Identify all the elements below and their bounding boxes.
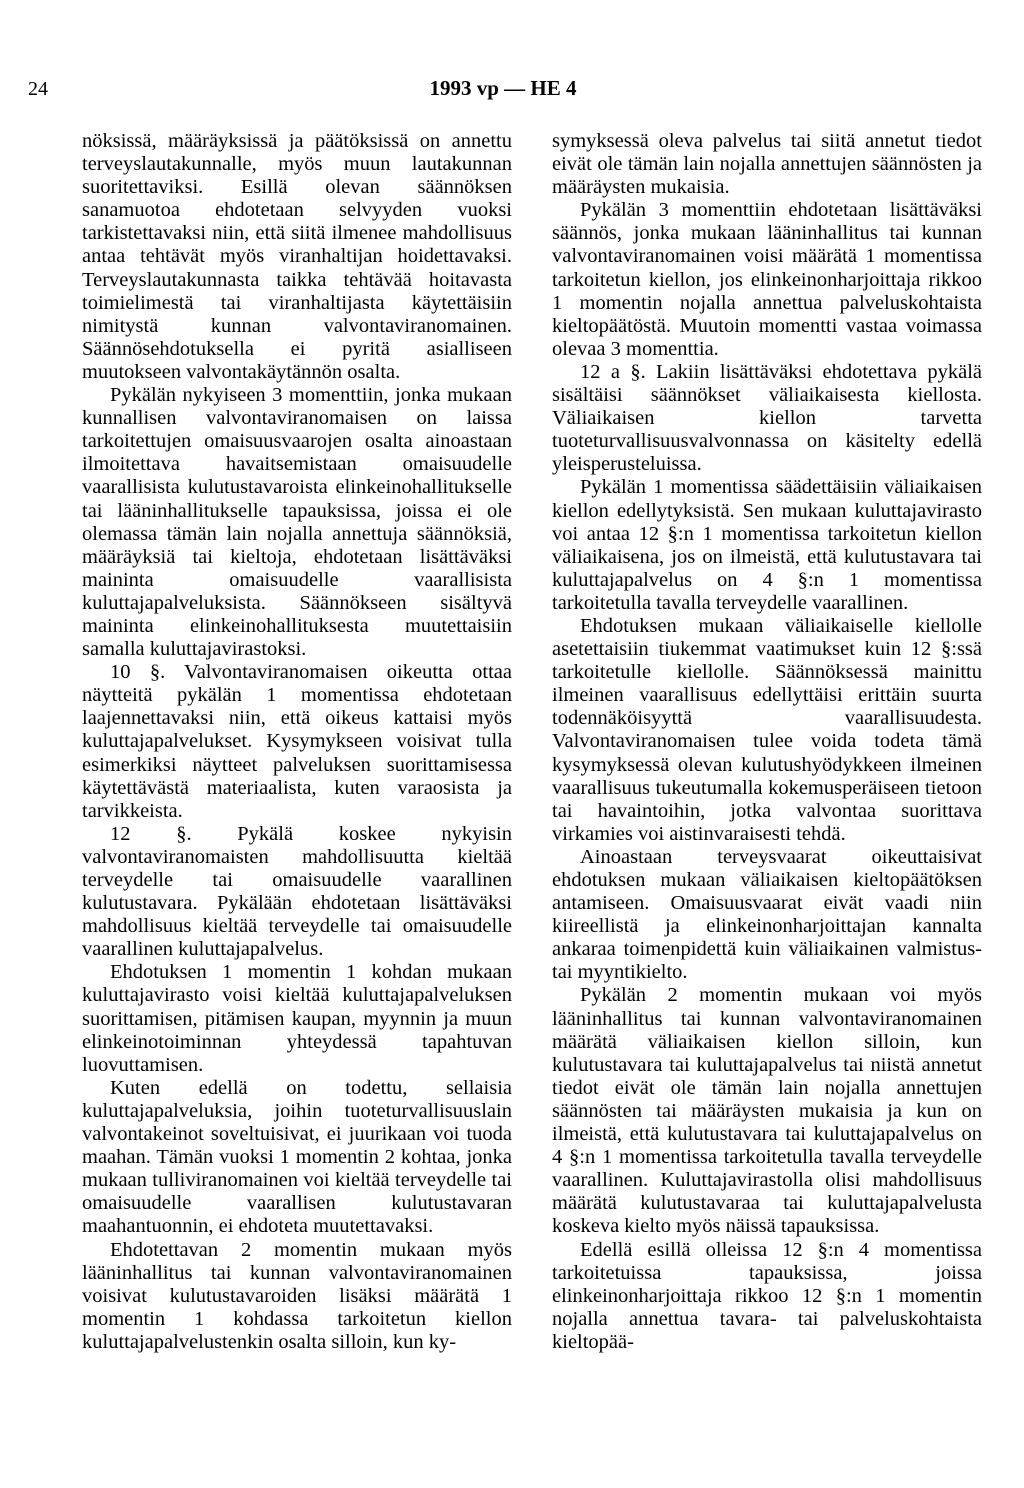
paragraph: 10 §. Valvontaviranomaisen oikeutta ottaa näytteitä pykälän 1 momentissa ehdotetaan laajennettavaksi niin, että oikeus kattaisi myös kuluttajapalvelukset. Kysymykseen voisivat tulla esimerkiksi näytteet palveluksen suorittamisessa käytettävästä materiaalista, kuten varaosista ja tarvikkeista. — [82, 661, 512, 822]
paragraph: 12 §. Pykälä koskee nykyisin valvontaviranomaisten mahdollisuutta kieltää terveydelle tai omaisuudelle vaarallinen kulutustavara. Pykälään ehdotetaan lisättäväksi mahdollisuus kieltää terveydelle tai omaisuudelle vaarallinen kuluttajapalvelus. — [82, 822, 512, 961]
paragraph: Kuten edellä on todettu, sellaisia kuluttajapalveluksia, joihin tuoteturvallisuuslain valvontakeinot soveltuisivat, ei juurikaan voi tuoda maahan. Tämän vuoksi 1 momentin 2 kohtaa, jonka mukaan tulliviranomainen voi kieltää terveydelle tai omaisuudelle vaarallisen kulutustavaran maahantuonnin, ei ehdoteta muutettavaksi. — [82, 1076, 512, 1238]
paragraph: Ehdotettavan 2 momentin mukaan myös lääninhallitus tai kunnan valvontaviranomainen voisivat kulutustavaroiden lisäksi määrätä 1 momentin 1 kohdassa tarkoitetun kiellon kuluttajapalvelustenkin osalta silloin, kun ky- — [82, 1238, 512, 1353]
paragraph: Ehdotuksen 1 momentin 1 kohdan mukaan kuluttajavirasto voisi kieltää kuluttajapalveluksen suorittamisen, pitämisen kaupan, myynnin ja muun elinkeinotoiminnan yhteydessä tapahtuvan luovuttamisen. — [82, 961, 512, 1076]
paragraph: Ehdotuksen mukaan väliaikaiselle kiellolle asetettaisiin tiukemmat vaatimukset kuin 12 §:ssä tarkoitetulle kiellolle. Säännöksessä mainittu ilmeinen vaarallisuus edellyttäisi erittäin suurta todennäköisyyttä vaarallisuudesta. Valvontaviranomaisen tulee voida todeta tämä kysymyksessä olevan kulutushyödykkeen ilmeinen vaarallisuus tukeutumalla kokemusperäiseen tietoon tai havaintoihin, jotka valvontaa suorittava virkamies voi aistinvaraisesti tehdä. — [552, 614, 982, 845]
page-number: 24 — [28, 78, 48, 100]
paragraph: Pykälän 3 momenttiin ehdotetaan lisättäväksi säännös, jonka mukaan lääninhallitus tai kunnan valvontaviranomainen voisi määrätä 1 momentissa tarkoitetun kiellon, jos elinkeinonharjoittaja rikkoo 1 momentin nojalla annettua palveluskohtaista kieltopäätöstä. Muutoin momentti vastaa voimassa olevaa 3 momenttia. — [552, 199, 982, 360]
left-column — [82, 130, 512, 1354]
document-title: 1993 vp — HE 4 — [429, 76, 577, 100]
paragraph: 12 a §. Lakiin lisättäväksi ehdotettava pykälä sisältäisi säännökset väliaikaisesta kiellosta. Väliaikaisen kiellon tarvetta tuoteturvallisuusvalvonnassa on käsitelty edellä yleisperusteluissa. — [552, 360, 982, 476]
paragraph: nöksissä, määräyksissä ja päätöksissä on annettu terveyslautakunnalle, myös muun lautakunnan suoritettaviksi. Esillä olevan säännöksen sanamuotoa ehdotetaan selvyyden vuoksi tarkistettavaksi niin, että siitä ilmenee mahdollisuus antaa tehtävät myös viranhaltijan hoidettavaksi. Terveyslautakunnasta taikka tehtävää hoitavasta toimielimestä tai viranhaltijasta käytettäisiin nimitystä kunnan valvontaviranomainen. Säännösehdotuksella ei pyritä asialliseen muutokseen valvontakäytännön osalta. — [82, 130, 512, 383]
paragraph: Pykälän nykyiseen 3 momenttiin, jonka mukaan kunnallisen valvontaviranomaisen on laissa tarkoitettujen omaisuusvaarojen osalta ainoastaan ilmoitettava havaitsemistaan omaisuudelle vaarallisista kulutustavaroista elinkeinohallitukselle tai lääninhallitukselle tapauksissa, joissa ei ole olemassa tämän lain nojalla annettuja säännöksiä, määräyksiä tai kieltoja, ehdotetaan lisättäväksi maininta omaisuudelle vaarallisista kuluttajapalveluksista. Säännökseen sisältyvä maininta elinkeinohallituksesta muutettaisiin samalla kuluttajavirastoksi. — [82, 384, 512, 661]
right-column — [552, 130, 982, 1354]
paragraph: Pykälän 2 momentin mukaan voi myös lääninhallitus tai kunnan valvontaviranomainen määrätä väliaikaisen kiellon silloin, kun kulutustavara tai kuluttajapalvelus tai niistä annetut tiedot eivät ole tämän lain nojalla annettujen säännösten tai määräysten mukaisia ja kun on ilmeistä, että kulutustavara tai kuluttajapalvelus on 4 §:n 1 momentissa tarkoitetulla tavalla terveydelle vaarallinen. Kuluttajavirastolla olisi mahdollisuus määrätä kulutustavaraa tai kuluttajapalvelusta koskeva kielto myös näissä tapauksissa. — [552, 984, 982, 1238]
paragraph: Edellä esillä olleissa 12 §:n 4 momentissa tarkoitetuissa tapauksissa, joissa elinkeinonharjoittaja rikkoo 12 §:n 1 momentin nojalla annettua tavara- tai palveluskohtaista kieltopää- — [552, 1238, 982, 1353]
text-columns — [82, 130, 982, 1354]
paragraph: symyksessä oleva palvelus tai siitä annetut tiedot eivät ole tämän lain nojalla annettujen säännösten ja määräysten mukaisia. — [552, 130, 982, 199]
paragraph: Pykälän 1 momentissa säädettäisiin väliaikaisen kiellon edellytyksistä. Sen mukaan kuluttajavirasto voi antaa 12 §:n 1 momentissa tarkoitetun kiellon väliaikaisena, jos on ilmeistä, että kulutustavara tai kuluttajapalvelus on 4 §:n 1 momentissa tarkoitetulla tavalla terveydelle vaarallinen. — [552, 476, 982, 614]
paragraph: Ainoastaan terveysvaarat oikeuttaisivat ehdotuksen mukaan väliaikaisen kieltopäätöksen antamiseen. Omaisuusvaarat eivät vaadi niin kiireellistä ja elinkeinonharjoittajan kannalta ankaraa toimenpidettä kuin väliaikainen valmistus- tai myyntikielto. — [552, 845, 982, 984]
page-header — [28, 72, 978, 102]
